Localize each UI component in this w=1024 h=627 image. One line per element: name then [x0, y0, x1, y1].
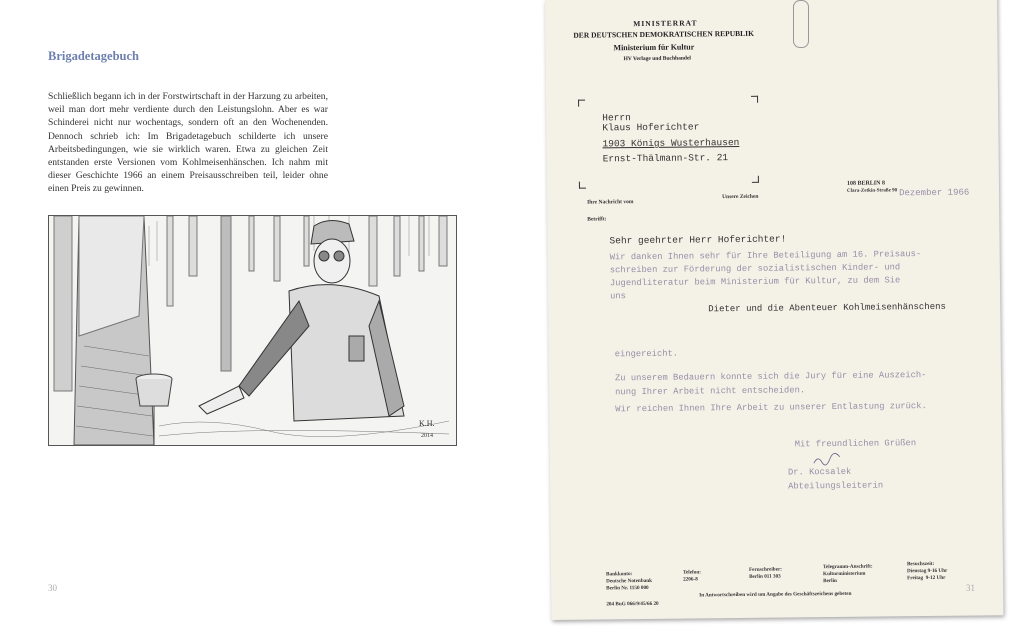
letterhead-line3: Ministerium für Kultur	[613, 42, 695, 53]
letter-greeting: Sehr geehrter Herr Hoferichter!	[609, 233, 787, 247]
sender-street: Clara-Zetkin-Straße 90	[846, 188, 898, 194]
signer-title: Abteilungsleiterin	[788, 480, 884, 492]
address-corner-tr	[751, 96, 758, 103]
scanned-letter	[545, 0, 1003, 620]
address-corner-tl	[578, 100, 585, 107]
signature-scribble	[812, 453, 842, 467]
body-paragraph: Schließlich begann ich in der Forstwirtschaft in der Harzung zu arbeiten, weil man dort mehr verdiente durch den Leistungslohn. Aber es war Schinderei nicht nur wochentags, sondern oft an den Wochenenden. Dennoch schrieb ich: Im Brigadetagebuch schilderte ich unsere Arbeitsbedingungen, wie sie wirklich waren. Etwa zu gleichen Zeit entstanden erste Versionen vom Kohlmeisenhänschen. Ich nahm mit dieser Geschichte 1966 an einem Preisausschreiben teil, leider ohne einen Preis zu gewinnen.	[48, 91, 328, 195]
body-line-3: Jugendliteratur beim Ministerium für Kultur, zu dem Sie	[609, 275, 901, 289]
body2-line-1: Zu unserem Bedauern konnte sich die Jury für eine Auszeich-	[614, 370, 927, 384]
section-heading: Brigadetagebuch	[48, 49, 139, 63]
label-unsere-zeichen: Unsere Zeichen	[722, 193, 759, 201]
forest-worker-drawing	[49, 216, 456, 445]
footer-bank: Bankkonto: Deutsche Notenbank Berlin Nr. 1150 000	[605, 571, 653, 592]
label-ihre-nachricht: Ihre Nachricht vom	[587, 199, 634, 206]
letterhead-line2: DER DEUTSCHEN DEMOKRATISCHEN REPUBLIK	[573, 28, 754, 40]
body2-line-2: nung Ihrer Arbeit nicht entscheiden.	[615, 385, 806, 398]
paperclip-icon	[793, 0, 809, 48]
signer-name: Dr. Kocsalek	[787, 466, 852, 478]
body2-line-3: Wir reichen Ihnen Ihre Arbeit zu unserer Entlastung zurück.	[615, 401, 927, 415]
footer-fernschreiber: Fernschreiber: Berlin 011 303	[748, 566, 783, 580]
address-salutation: Herrn	[602, 112, 631, 124]
letterhead-line4: HV Verlage und Buchhandel	[623, 55, 691, 63]
body-line-4: uns	[610, 291, 627, 302]
page-number-right: 31	[966, 583, 975, 593]
sender-address: 108 BERLIN 8	[846, 180, 885, 187]
address-city: 1903 Königs Wusterhausen	[602, 136, 740, 150]
closing: Mit freundlichen Grüßen	[794, 438, 917, 450]
label-betrifft: Betrifft:	[587, 216, 607, 223]
eingereicht-line: eingereicht.	[614, 348, 679, 360]
address-name: Klaus Hoferichter	[602, 121, 700, 134]
sketch-signature: K.H.	[419, 419, 435, 428]
footer-telefon: Telefon: 2206-8	[682, 569, 702, 583]
letter-date: Dezember 1966	[898, 187, 970, 199]
letterhead-line1: MINISTERRAT	[633, 18, 698, 29]
sketch-year: 2014	[421, 433, 433, 439]
body-line-2: schreiben zur Förderung der sozialistischen Kinder- und	[609, 262, 901, 276]
address-street: Ernst-Thälmann-Str. 21	[602, 152, 729, 165]
footer-sprechzeit: Besuchszeit: Dienstag 9-16 Uhr Freitag 9-12 Uhr	[906, 560, 948, 582]
address-corner-br	[752, 176, 759, 183]
address-corner-bl	[579, 182, 586, 189]
submitted-title: Dieter und die Abenteuer Kohlmeisenhänschens	[708, 301, 946, 315]
pencil-sketch-illustration	[48, 215, 457, 446]
page-number-left: 30	[48, 583, 57, 593]
footer-telegramm: Telegramm-Anschrift: Kulturministerium Berlin	[822, 563, 873, 585]
body-line-1: Wir danken Ihnen sehr für Ihre Beteiligung am 16. Preisaus-	[609, 249, 922, 263]
footer-note: In Antwortschreiben wird um Angabe des Geschäftszeichens gebeten	[699, 590, 852, 599]
footer-code: 204 BuG 066/9/45/66 20	[606, 600, 659, 608]
